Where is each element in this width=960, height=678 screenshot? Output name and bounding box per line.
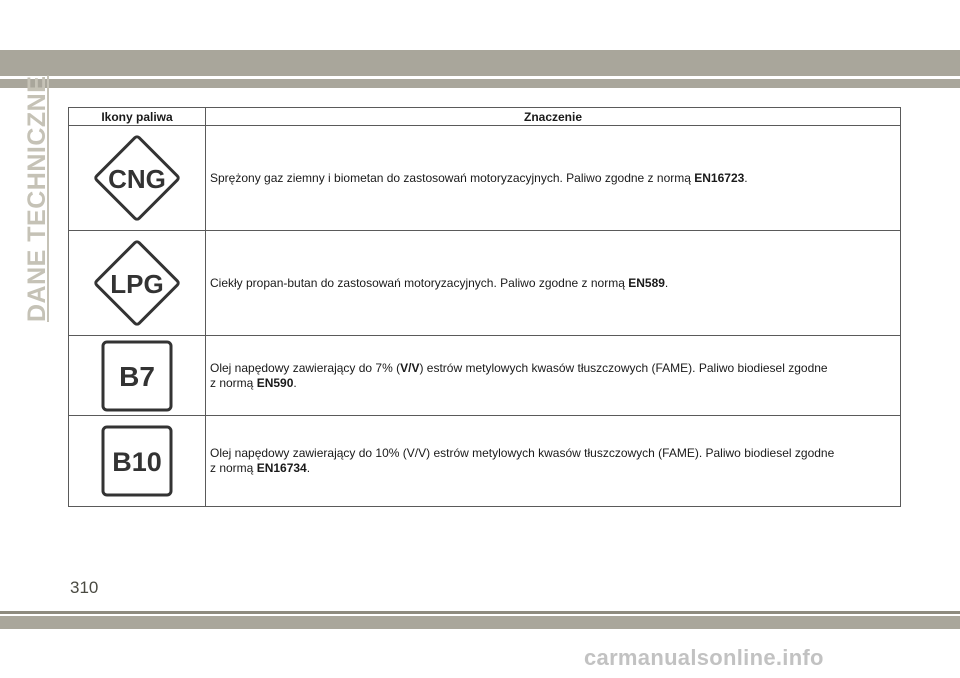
table-row-b10	[69, 416, 901, 507]
icon-cell-b7	[69, 336, 206, 416]
b10-icon-label: B10	[112, 447, 162, 477]
b10-description: Olej napędowy zawierający do 10% (V/V) estrów metylowych kwasów tłuszczowych (FAME). Paliwo biodiesel zgodne	[210, 446, 835, 460]
b7-period: .	[293, 375, 297, 390]
lpg-icon	[85, 231, 189, 335]
table-row-cng	[69, 126, 901, 231]
header-divider	[0, 76, 960, 79]
section-label: DANE TECHNICZNE	[23, 75, 51, 322]
cng-description: Sprężony gaz ziemny i biometan do zastosowań motoryzacyjnych. Paliwo zgodne z normą	[210, 170, 695, 185]
table-row-lpg	[69, 231, 901, 336]
lpg-period: .	[664, 275, 669, 290]
icon-cell-b10	[69, 416, 206, 507]
table-row-b7	[69, 336, 901, 416]
table-header-row	[69, 108, 901, 126]
b10-period: .	[306, 461, 311, 475]
fuel-icons-table	[68, 107, 901, 507]
b10-norm: EN16734	[256, 461, 307, 475]
meaning-cell-b7	[206, 336, 901, 416]
cng-icon	[85, 126, 189, 230]
b7-icon-label: B7	[119, 360, 155, 392]
icon-cell-cng	[69, 126, 206, 231]
b10-icon	[100, 424, 174, 498]
header-icons: Ikony paliwa	[69, 108, 206, 126]
meaning-cell-lpg	[206, 231, 901, 336]
footer-band	[0, 616, 960, 629]
b10-description-line2: z normą	[210, 461, 257, 475]
b7-description-line2: z normą	[210, 375, 257, 390]
header-meaning: Znaczenie	[206, 108, 901, 126]
meaning-cell-b10	[206, 416, 901, 507]
cng-icon-label: CNG	[108, 164, 166, 194]
cng-norm: EN16723	[694, 170, 745, 185]
footer-divider	[0, 611, 960, 614]
b7-norm: EN590	[256, 375, 294, 390]
watermark: carmanualsonline.info	[584, 645, 824, 670]
page-number: 310	[70, 578, 99, 597]
lpg-description: Ciekły propan-butan do zastosowań motoryzacyjnych. Paliwo zgodne z normą	[210, 275, 629, 290]
b7-description-middle: ) estrów metylowych kwasów tłuszczowych (FAME). Paliwo biodiesel zgodne	[419, 360, 828, 375]
b7-vv: V/V	[400, 360, 420, 375]
cng-period: .	[744, 170, 748, 185]
lpg-norm: EN589	[628, 275, 665, 290]
b7-icon	[100, 339, 174, 413]
header-band	[0, 50, 960, 88]
lpg-icon-label: LPG	[110, 269, 164, 299]
b7-description-start: Olej napędowy zawierający do 7% (	[210, 360, 401, 375]
meaning-cell-cng	[206, 126, 901, 231]
icon-cell-lpg	[69, 231, 206, 336]
